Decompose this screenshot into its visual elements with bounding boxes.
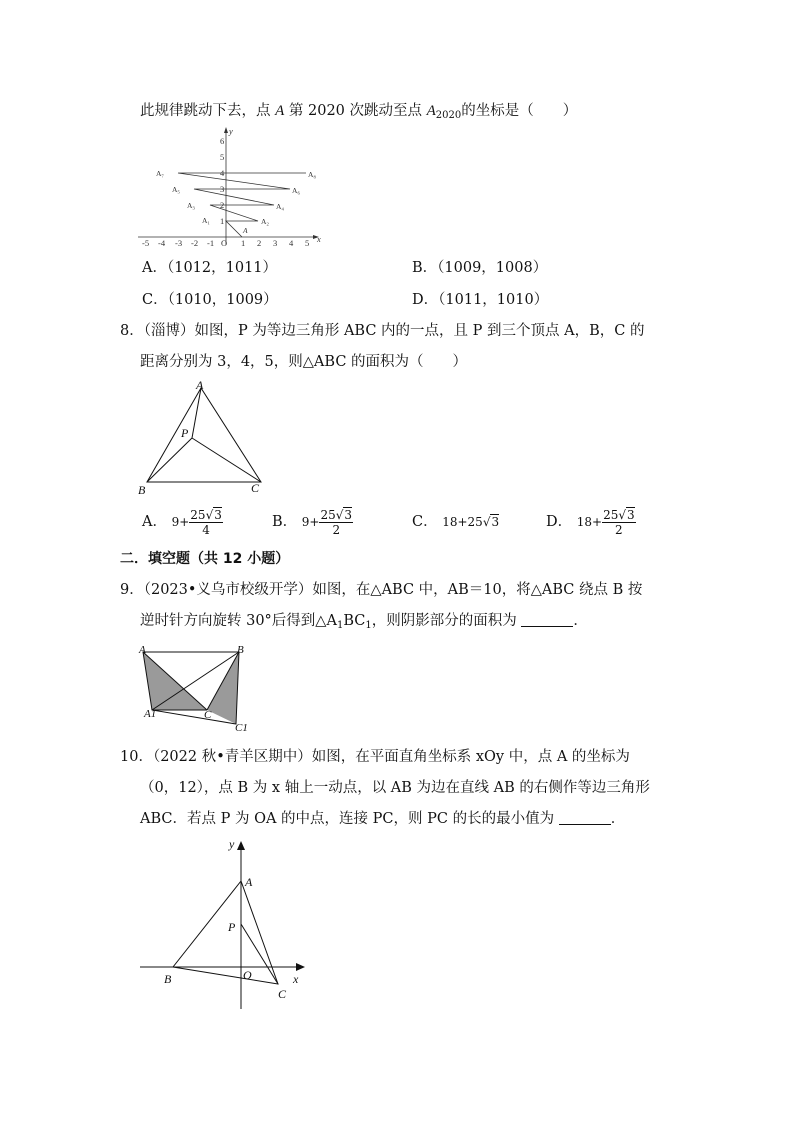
q8-label-a: A xyxy=(196,378,204,392)
q8-option-d[interactable]: D． 18+ $\frac{25√3}{2}$ xyxy=(546,507,635,537)
q7-tail-line xyxy=(140,101,577,126)
q7-tick-x: 5 xyxy=(305,238,310,248)
q7-tick-y: 5 xyxy=(220,152,225,162)
q7-tick-x: -5 xyxy=(142,238,150,248)
q7-tick-y: 3 xyxy=(220,184,225,194)
q10-label-p: P xyxy=(228,920,236,934)
q7-label-a7: A₇ xyxy=(156,169,165,178)
q10-label-x: x xyxy=(293,972,299,986)
q8-label-c: C xyxy=(251,481,260,495)
q7-tick-x: -1 xyxy=(207,238,215,248)
q7-label-a5: A₅ xyxy=(172,185,181,194)
q7-tick-x: -2 xyxy=(191,238,199,248)
q7-option-a[interactable]: A．（1012，1011） xyxy=(142,260,278,276)
q7-jump-graph xyxy=(135,125,335,250)
q9-label-c: C xyxy=(204,709,212,721)
q7-tail-mid: 第 2020 次跳动至点 xyxy=(284,103,427,119)
q7-x-tick-labels xyxy=(142,234,321,248)
q10-coordinate-figure xyxy=(135,835,310,1015)
q7-label-a8: A₈ xyxy=(308,170,317,179)
q7-point-a: A xyxy=(426,103,436,119)
q10-label-b: B xyxy=(164,972,172,986)
q9-question-line1: 9．（2023•义乌市校级开学）如图，在△ABC 中，AB＝10，将△ABC 绕点 B 按 xyxy=(120,582,643,598)
section-2-heading: 二．填空题（共 12 小题） xyxy=(120,551,290,567)
q10-label-y: y xyxy=(229,837,235,851)
q9-label-a1: A1 xyxy=(144,708,157,720)
q7-tick-x: 4 xyxy=(289,238,294,248)
q7-option-d[interactable]: D．（1011，1010） xyxy=(412,292,549,308)
q7-y-label: y xyxy=(229,126,233,136)
q7-tick-y: 4 xyxy=(220,168,225,178)
q8-label-b: B xyxy=(138,483,146,497)
q7-option-b[interactable]: B．（1009，1008） xyxy=(412,260,548,276)
q7-tail-prefix: 此规律跳动下去，点 xyxy=(140,103,276,119)
q10-x-arrow xyxy=(296,963,305,971)
q8-label-p: P xyxy=(181,426,189,440)
q7-option-c[interactable]: C．（1010，1009） xyxy=(142,292,278,308)
q7-label-a2: A₂ xyxy=(261,217,270,226)
q7-tick-y: 1 xyxy=(220,216,225,226)
q7-tick-x: 1 xyxy=(241,238,246,248)
q7-label-a3: A₃ xyxy=(187,201,196,210)
q7-tick-y: 6 xyxy=(220,136,225,146)
q10-answer-blank[interactable] xyxy=(559,810,611,825)
q7-y-arrow xyxy=(224,127,228,133)
q7-point-sub: 2020 xyxy=(435,110,462,121)
q10-question-line3: ABC．若点 P 为 OA 的中点，连接 PC，则 PC 的长的最小值为 ． xyxy=(140,811,626,827)
q7-jump-path xyxy=(178,173,306,237)
q7-x-label: x xyxy=(317,234,321,244)
q9-question-line2: 逆时针方向旋转 30°后得到$\triangle A_1BC_1$，则阴影部分的面积为 ． xyxy=(140,613,588,631)
q8-option-b[interactable]: B． 9+ $\frac{25√3}{2}$ xyxy=(272,507,353,537)
q9-label-b: B xyxy=(237,644,244,656)
q8-question-line1: 8．（淄博）如图，P 为等边三角形 ABC 内的一点，且 P 到三个顶点 A，B，C 的 xyxy=(120,323,645,339)
q8-option-a[interactable]: A． 9+ $\frac{25√3}{4}$ xyxy=(142,507,222,537)
q9-answer-blank[interactable] xyxy=(521,612,573,627)
q7-y-tick-labels xyxy=(220,126,233,226)
q8-option-c[interactable]: C． 18+25√3 xyxy=(412,514,500,530)
q7-tick-x: 3 xyxy=(273,238,278,248)
q8-triangle-abc xyxy=(147,388,261,482)
q7-label-a6: A₆ xyxy=(292,186,301,195)
q8-triangle-figure xyxy=(135,378,270,498)
q10-label-a: A xyxy=(245,875,253,889)
q9-label-c1: C1 xyxy=(235,722,248,734)
q7-label-a: A xyxy=(243,226,248,235)
q10-triangle-abc xyxy=(173,881,278,984)
q7-tick-x: -4 xyxy=(158,238,166,248)
q8-question-line2: 距离分别为 3，4，5，则△ABC 的面积为（ ） xyxy=(140,354,468,370)
q7-tick-x: O xyxy=(221,238,228,248)
q8-segment-pb xyxy=(147,438,192,482)
q10-label-o: O xyxy=(243,968,252,982)
q10-y-arrow xyxy=(237,841,245,850)
q7-point-labels xyxy=(156,169,316,235)
q7-label-a4: A₄ xyxy=(276,202,285,211)
q10-label-c: C xyxy=(278,987,287,1001)
q7-tick-x: -3 xyxy=(175,238,183,248)
q7-var-a: A xyxy=(275,103,285,119)
q7-tick-x: 2 xyxy=(257,238,262,248)
q7-tick-y: 2 xyxy=(220,200,225,210)
q7-label-a1: A₁ xyxy=(202,216,211,225)
q10-question-line2: （0，12），点 B 为 x 轴上一动点，以 AB 为边在直线 AB 的右侧作等边三角形 xyxy=(140,780,650,796)
q10-question-line1: 10．（2022 秋•青羊区期中）如图，在平面直角坐标系 xOy 中，点 A 的坐标为 xyxy=(120,749,630,765)
q9-label-a: A xyxy=(139,644,146,656)
q7-tail-suffix: 的坐标是（ ） xyxy=(461,103,578,119)
q9-rotation-figure xyxy=(136,642,256,734)
q8-segment-pc xyxy=(192,438,261,482)
